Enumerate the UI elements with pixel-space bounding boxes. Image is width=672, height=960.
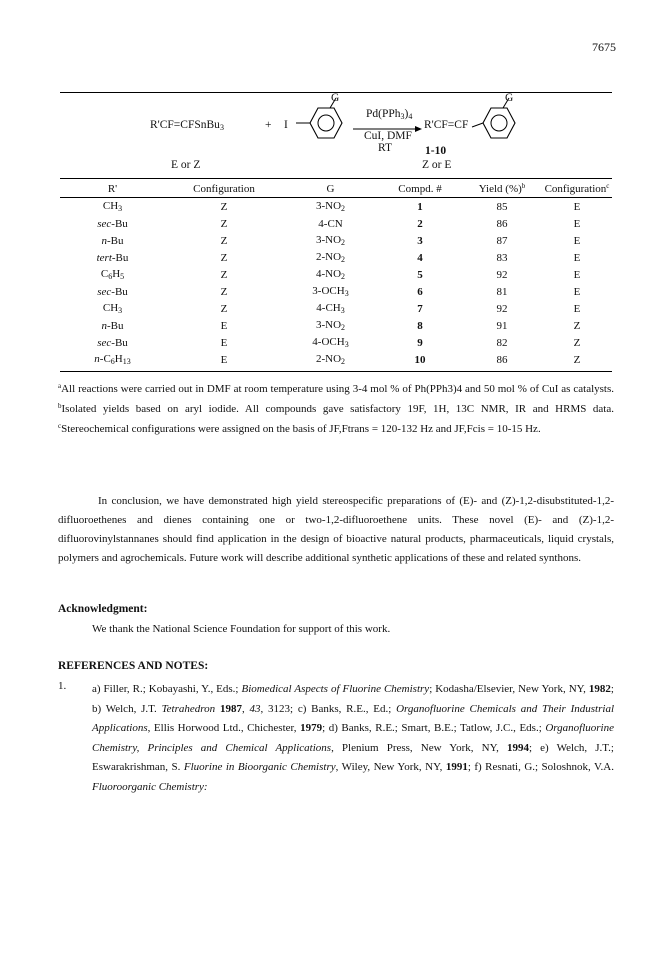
cell-product-configuration: E	[573, 234, 581, 247]
temperature-label: RT	[378, 142, 393, 154]
header-g: G	[283, 179, 378, 198]
cell-compound: 2	[417, 217, 423, 230]
cell-yield: 86	[496, 217, 508, 230]
cell-yield: 92	[496, 302, 508, 315]
table-row	[60, 215, 612, 232]
cell-r: tert-Bu	[96, 251, 129, 264]
cell-product-configuration: E	[573, 285, 581, 298]
cell-configuration: Z	[220, 234, 228, 247]
cell-g: $3-OCH_3$	[312, 285, 349, 298]
cell-compound: 10	[378, 351, 462, 372]
scheme-structures	[60, 92, 612, 176]
table-row	[60, 198, 612, 216]
cell-yield: 92	[496, 268, 508, 281]
cell-yield: 81	[496, 285, 508, 298]
header-configuration: Configuration	[165, 179, 283, 198]
cell-product-configuration: E	[573, 217, 581, 230]
cell-configuration: Z	[220, 251, 228, 264]
cell-g: $2-NO_2$	[283, 351, 378, 372]
cell-product-configuration: E	[573, 268, 581, 281]
product-formula: R'CF=CF	[424, 119, 469, 131]
header-r: R'	[60, 179, 165, 198]
cell-product-configuration: Z	[573, 336, 581, 349]
product-g-label: G	[505, 92, 514, 104]
cell-g: $2-NO_2$	[315, 251, 346, 264]
footnote-c: Stereochemical configurations were assigned on the basis of JF,Ftrans = 120-132 Hz and JF,Fcis = 10-15 Hz.	[61, 423, 541, 435]
results-table	[60, 178, 612, 372]
plus-sign: +	[265, 119, 272, 131]
footnote-b: Isolated yields based on aryl iodide. All compounds gave satisfactory 19F, 1H, 13C NMR, IR and HRMS data.	[61, 403, 614, 415]
aryl-iodide-ring	[296, 98, 342, 138]
cell-r: sec-Bu	[97, 336, 128, 349]
cell-configuration: E	[220, 319, 228, 332]
cell-yield: 83	[496, 251, 508, 264]
cell-product-configuration: E	[573, 200, 581, 213]
product-ring	[472, 98, 515, 138]
cell-r: n-Bu	[101, 319, 124, 332]
reaction-scheme	[60, 92, 612, 176]
acknowledgment-text: We thank the National Science Foundation for support of this work.	[92, 623, 391, 635]
cell-r: n-Bu	[101, 234, 124, 247]
table-row	[60, 351, 612, 372]
cell-product-configuration: E	[573, 251, 581, 264]
header-product-configuration: Configuration$^c$	[542, 179, 612, 198]
cell-compound: 1	[417, 200, 423, 213]
cell-r: sec-Bu	[97, 285, 128, 298]
reactant-stannane: R'CF=CFSnBu$_3$	[150, 119, 224, 132]
table-row	[60, 249, 612, 266]
header-yield: Yield (%)$^b$	[462, 179, 542, 198]
table-row	[60, 283, 612, 300]
cell-r: $CH_3$	[102, 200, 123, 213]
cell-r: $n-C_6H_{13}$	[60, 351, 165, 372]
cell-g: $3-NO_2$	[315, 234, 346, 247]
table-row	[60, 232, 612, 249]
cell-configuration: Z	[220, 268, 228, 281]
product-compound-range: 1-10	[425, 145, 447, 157]
cell-compound: 6	[417, 285, 423, 298]
cell-yield: 87	[496, 234, 508, 247]
references-heading: REFERENCES AND NOTES:	[58, 660, 209, 672]
cell-compound: 9	[417, 336, 423, 349]
cell-r: $C_6H_5$	[100, 268, 125, 281]
cell-configuration: E	[220, 336, 228, 349]
cell-configuration: Z	[220, 285, 228, 298]
footnote-a: All reactions were carried out in DMF at room temperature using 3-4 mol % of Ph(PPh3)4 and 50 mol % of CuI as catalysts.	[61, 383, 614, 395]
table-row	[60, 334, 612, 351]
cell-g: $4-NO_2$	[315, 268, 346, 281]
cell-g: $4-CH_3$	[316, 302, 345, 315]
reactant-stereochem: E or Z	[171, 159, 201, 171]
acknowledgment-heading: Acknowledgment:	[58, 603, 148, 615]
cell-compound: 4	[417, 251, 423, 264]
cell-compound: 7	[417, 302, 423, 315]
cell-yield: 86	[462, 351, 542, 372]
cell-configuration: Z	[220, 217, 228, 230]
cell-yield: 85	[496, 200, 508, 213]
header-compound: Compd. #	[378, 179, 462, 198]
cell-configuration: Z	[220, 200, 228, 213]
cell-g: $4-OCH_3$	[312, 336, 349, 349]
cell-product-configuration: Z	[573, 319, 581, 332]
page-number: 7675	[592, 40, 616, 54]
table-row	[60, 266, 612, 283]
cell-compound: 8	[417, 319, 423, 332]
cell-r: sec-Bu	[97, 217, 128, 230]
cell-yield: 91	[496, 319, 508, 332]
conclusion-paragraph: In conclusion, we have demonstrated high yield stereospecific preparations of (E)- and (Z)-1,2-disubstituted-1,2-difluoroethenes and dienes containing one or two-1,2-difluoroethene units. These novel (E)- and (Z)-1,2-difluorovinylstannanes should find application in the design of bioactive natural products, pharmaceuticals, liquid crystals, polymers and agrochemicals. Future work will describe additional synthetic applications of these and related synthons.	[58, 495, 614, 564]
cell-product-configuration: E	[573, 302, 581, 315]
cell-yield: 82	[496, 336, 508, 349]
reference-1-text: a) Filler, R.; Kobayashi, Y., Eds.; Biomedical Aspects of Fluorine Chemistry; Kodasha/Elsevier, New York, NY, 1982; b) Welch, J.T. Tetrahedron 1987, 43, 3123; c) Banks, R.E., Ed.; Organofluorine Chemicals and Their Industrial Applications, Ellis Horwood Ltd., Chichester, 1979; d) Banks, R.E.; Smart, B.E.; Tatlow, J.C., Eds.; Organofluorine Chemistry, Principles and Chemical Applications, Plenium Press, New York, NY, 1994; e) Welch, J.T.; Eswarakrishman, S. Fluorine in Bioorganic Chemistry, Wiley, New York, NY, 1991; f) Resnati, G.; Soloshnok, V.A. Fluoroorganic Chemistry:	[92, 683, 615, 793]
table-header-row	[60, 179, 612, 198]
reference-number: 1.	[58, 680, 67, 692]
table-footnotes: $^a$All reactions were carried out in DMF at room temperature using 3-4 mol % of Ph(PPh3)4 and 50 mol % of CuI as catalysts. $^b$Isolated yields based on aryl iodide. All compounds gave satisfactory 19F, 1H, 13C NMR, IR and HRMS data. $^c$Stereochemical configurations were assigned on the basis of JF,Ftrans = 120-132 Hz and JF,Fcis = 10-15 Hz.	[58, 382, 614, 435]
iodo-label: I	[284, 119, 288, 131]
cell-g: $3-NO_2$	[315, 319, 346, 332]
cell-g: 4-CN	[318, 217, 343, 230]
table-body	[60, 198, 612, 372]
g-substituent-label: G	[331, 92, 340, 104]
product-stereochem: Z or E	[422, 159, 452, 171]
cell-compound: 5	[417, 268, 423, 281]
cocatalyst-solvent-label: CuI, DMF	[364, 130, 412, 142]
cell-g: $3-NO_2$	[315, 200, 346, 213]
catalyst-label: $Pd(PPh_3)_4$	[366, 108, 413, 121]
cell-product-configuration: Z	[542, 351, 612, 372]
table-row	[60, 317, 612, 334]
cell-configuration: Z	[220, 302, 228, 315]
cell-configuration: E	[165, 351, 283, 372]
table-row	[60, 300, 612, 317]
cell-r: $CH_3$	[102, 302, 123, 315]
cell-compound: 3	[417, 234, 423, 247]
